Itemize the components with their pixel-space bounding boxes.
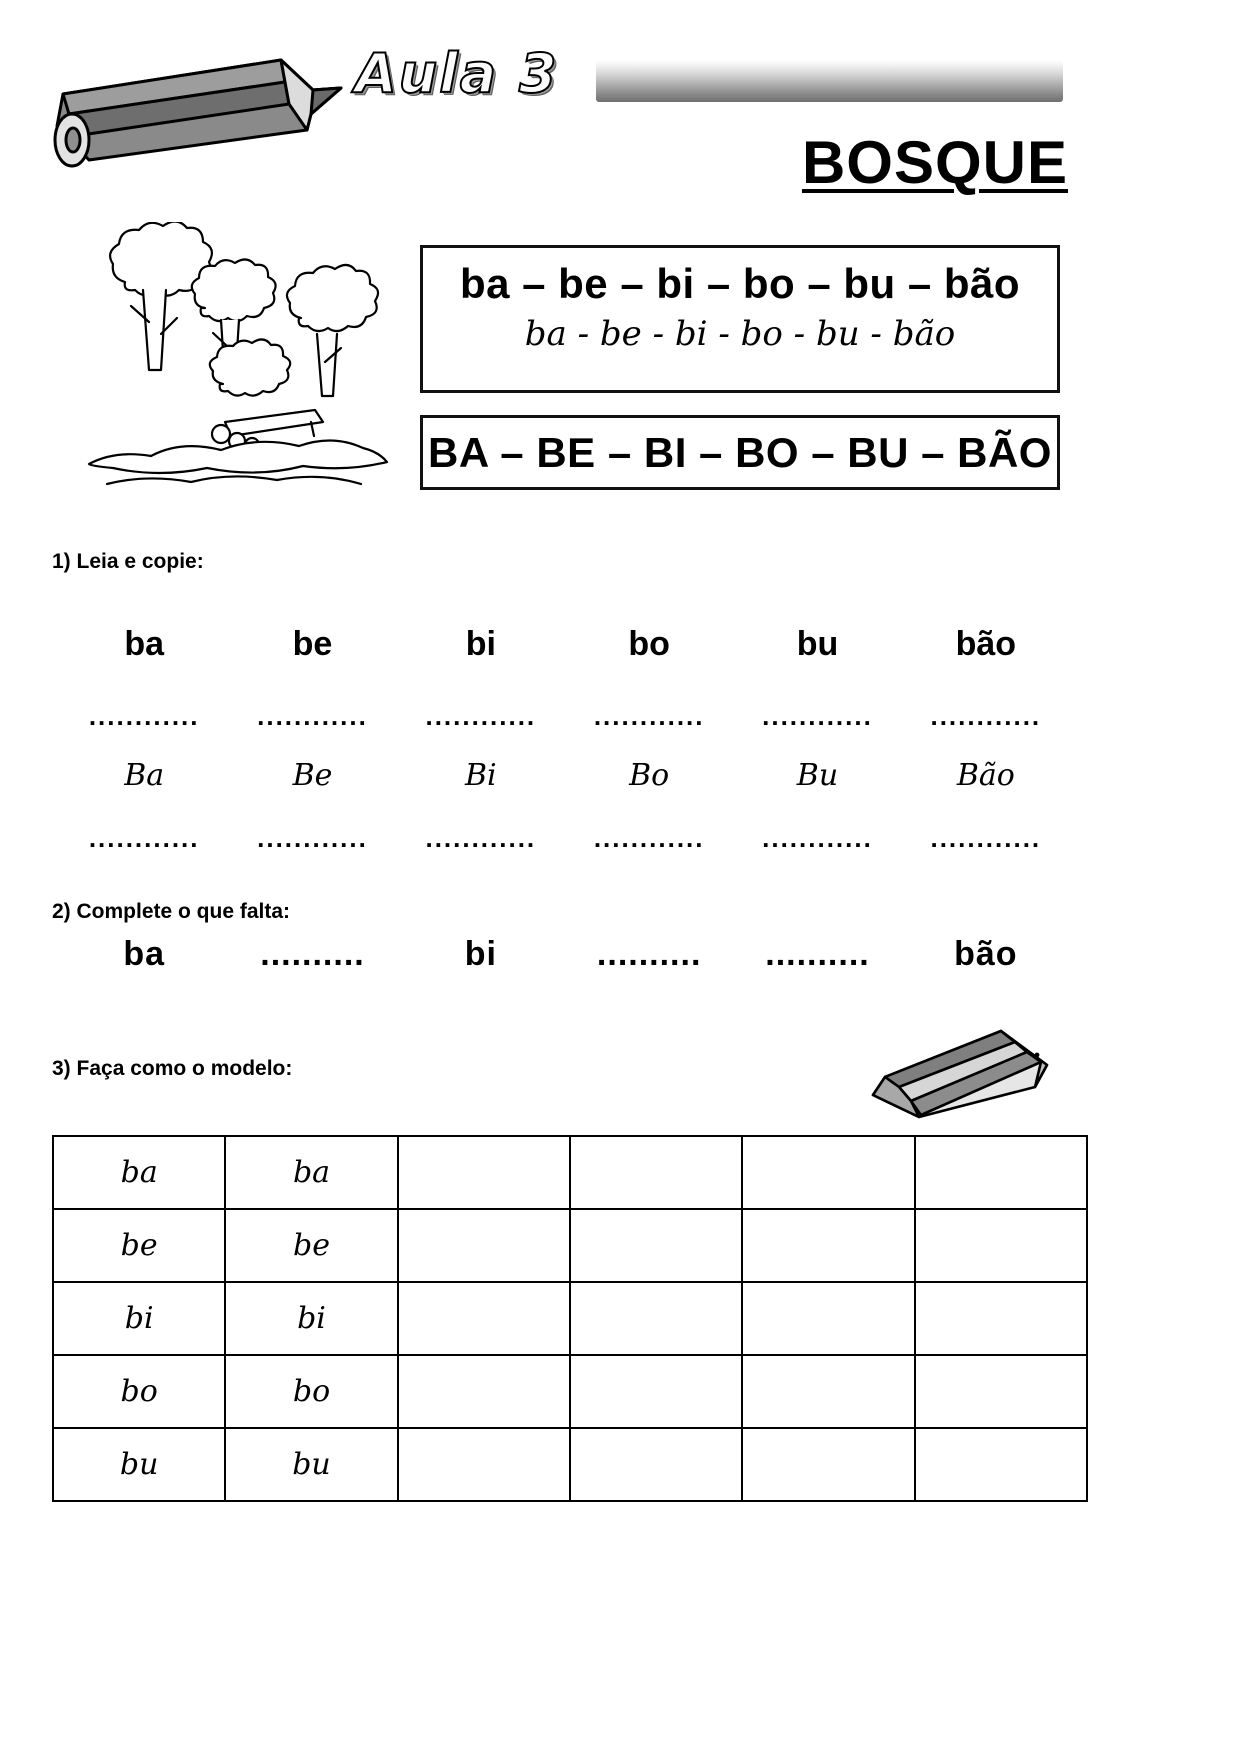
ex1-writing-line[interactable]: ............	[930, 823, 1042, 853]
table-row	[53, 1136, 1087, 1209]
table-row	[53, 1428, 1087, 1501]
ex2-blank[interactable]: ..........	[260, 935, 365, 973]
ex1-writing-line[interactable]: ............	[593, 701, 705, 731]
ex1-print-cell: bi	[465, 625, 496, 663]
exercise-1-grid	[60, 600, 1070, 868]
ex1-writing-line[interactable]: ............	[930, 701, 1042, 731]
ex1-writing-line[interactable]: ............	[257, 823, 368, 853]
table-cell-blank[interactable]	[398, 1282, 570, 1355]
syllable-box-lowercase	[420, 245, 1060, 393]
ex1-writing-line[interactable]: ............	[762, 823, 873, 853]
ex1-cursive-cell: Bi	[465, 758, 497, 793]
table-cell-model: bu	[225, 1428, 397, 1501]
table-cell-model: bo	[225, 1355, 397, 1428]
table-cell-blank[interactable]	[570, 1209, 742, 1282]
ex1-print-cell: bão	[955, 625, 1017, 663]
table-row	[53, 1282, 1087, 1355]
syllables-uppercase-print: BA – BE – BI – BO – BU – BÃO	[428, 429, 1052, 476]
ex2-blank[interactable]: ..........	[596, 935, 702, 973]
ex2-cell: bi	[464, 935, 497, 973]
table-cell-blank[interactable]	[570, 1355, 742, 1428]
table-cell-blank[interactable]	[915, 1428, 1087, 1501]
table-cell-blank[interactable]	[915, 1209, 1087, 1282]
table-cell-blank[interactable]	[398, 1355, 570, 1428]
ex1-print-cell: bo	[628, 625, 670, 663]
table-cell-blank[interactable]	[742, 1428, 914, 1501]
ex1-print-cell: bu	[796, 625, 839, 663]
table-cell-blank[interactable]	[398, 1136, 570, 1209]
syllable-box-uppercase	[420, 415, 1060, 490]
ex1-writing-line[interactable]: ............	[88, 823, 200, 853]
forest-illustration	[55, 222, 395, 512]
model-table	[52, 1135, 1088, 1502]
ex1-print-cell: ba	[124, 625, 164, 663]
ex1-print-cell: be	[292, 625, 333, 663]
ex1-cursive-cell: Be	[292, 758, 333, 793]
exercise-1-heading: 1) Leia e copie:	[52, 550, 204, 573]
ex1-writing-line[interactable]: ............	[257, 701, 368, 731]
ex1-cursive-cell: Ba	[124, 758, 165, 793]
table-cell-blank[interactable]	[915, 1136, 1087, 1209]
table-cell-model: be	[225, 1209, 397, 1282]
table-cell-blank[interactable]	[570, 1136, 742, 1209]
ex1-cursive-cell: Bão	[956, 758, 1015, 793]
ex1-cursive-cell: Bo	[629, 758, 670, 793]
ex1-cursive-cell: Bu	[796, 758, 839, 793]
exercise-2-row	[60, 935, 1070, 974]
ex1-writing-line[interactable]: ............	[425, 823, 537, 853]
table-cell-model: bu	[53, 1428, 225, 1501]
table-cell-blank[interactable]	[742, 1209, 914, 1282]
table-row	[53, 1355, 1087, 1428]
table-cell-model: be	[53, 1209, 225, 1282]
table-row	[53, 1209, 1087, 1282]
table-cell-blank[interactable]	[915, 1355, 1087, 1428]
ex2-blank[interactable]: ..........	[765, 935, 870, 973]
ex1-writing-line[interactable]: ............	[593, 823, 705, 853]
page-header	[0, 0, 1240, 215]
ex2-cell: ba	[123, 935, 165, 973]
syllables-lowercase-print: ba – be – bi – bo – bu – bão	[459, 260, 1021, 307]
page-title: BOSQUE	[801, 129, 1068, 196]
table-cell-model: bi	[53, 1282, 225, 1355]
table-cell-model: ba	[225, 1136, 397, 1209]
table-cell-blank[interactable]	[742, 1136, 914, 1209]
table-cell-model: bi	[225, 1282, 397, 1355]
table-cell-blank[interactable]	[398, 1428, 570, 1501]
syllables-lowercase-cursive: ba - be - bi - bo - bu - bão	[524, 314, 956, 354]
table-cell-blank[interactable]	[570, 1282, 742, 1355]
ex1-writing-line[interactable]: ............	[762, 701, 873, 731]
pencil-icon	[45, 48, 365, 168]
table-cell-blank[interactable]	[398, 1209, 570, 1282]
table-cell-blank[interactable]	[915, 1282, 1087, 1355]
exercise-2-heading: 2) Complete o que falta:	[52, 900, 291, 923]
ex1-writing-line[interactable]: ............	[88, 701, 200, 731]
gradient-bar	[596, 60, 1063, 102]
table-cell-model: ba	[53, 1136, 225, 1209]
ex2-cell: bão	[954, 935, 1018, 973]
pencil-icon	[865, 1025, 1055, 1120]
table-cell-blank[interactable]	[570, 1428, 742, 1501]
table-cell-blank[interactable]	[742, 1355, 914, 1428]
exercise-3-heading: 3) Faça como o modelo:	[52, 1057, 293, 1080]
lesson-label: Aula 3	[355, 42, 559, 105]
table-cell-model: bo	[53, 1355, 225, 1428]
ex1-writing-line[interactable]: ............	[425, 701, 537, 731]
table-cell-blank[interactable]	[742, 1282, 914, 1355]
